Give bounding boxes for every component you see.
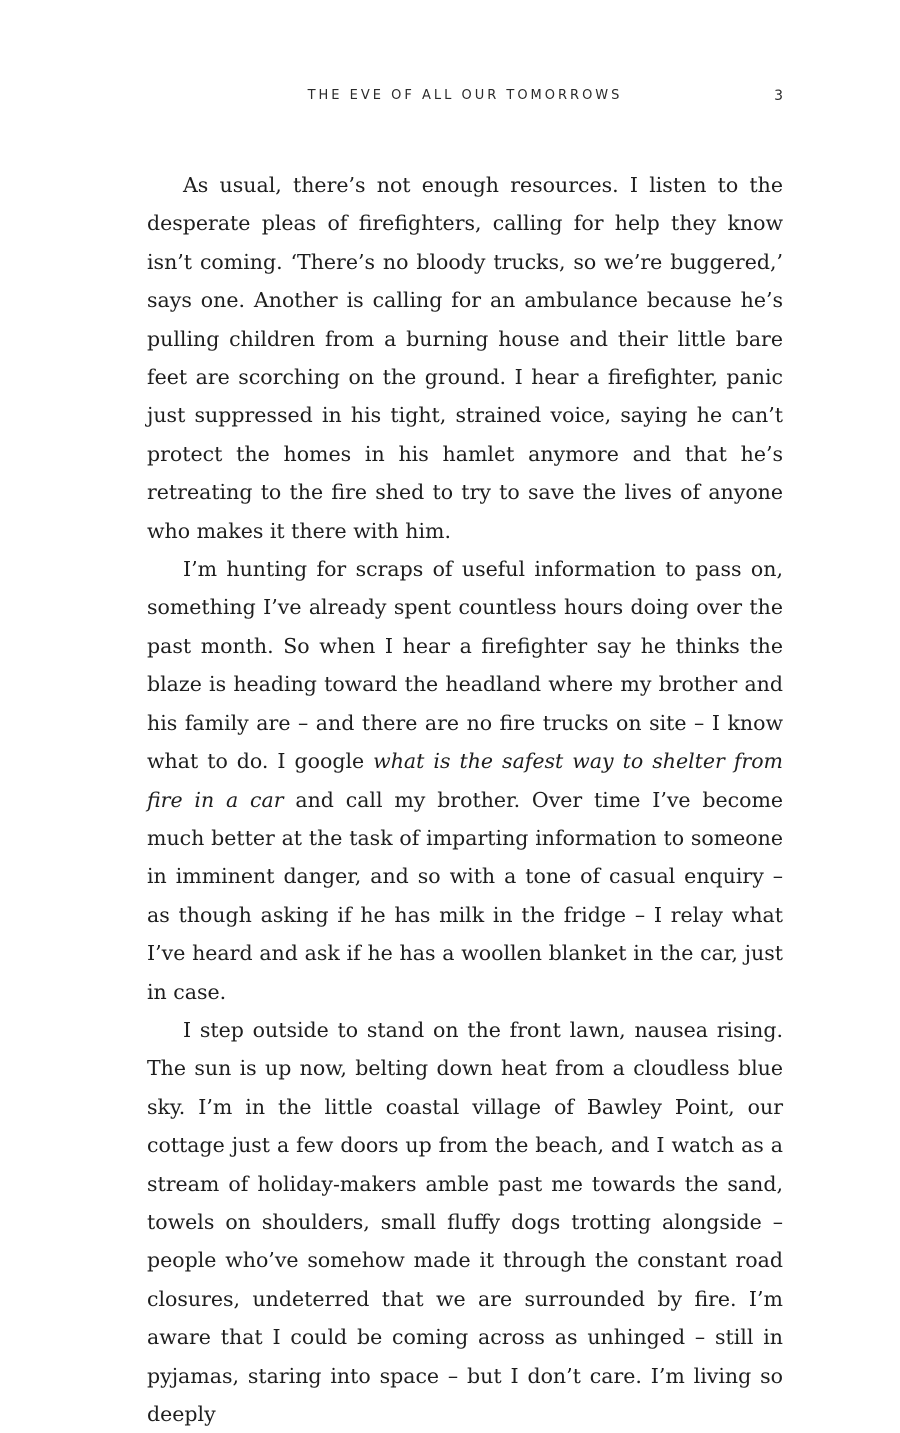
body-text (147, 166, 783, 1433)
paragraph-3: I step outside to stand on the front lawn, nausea rising. The sun is up now, belting down heat from a cloudless blue sky. I’m in the little coastal village of Bawley Point, our cottage just a few doors up from the beach, and I watch as a stream of holiday-makers amble past me towards the sand, towels on shoulders, small fluffy dogs trotting alongside – people who’ve somehow made it through the constant road closures, undeterred that we are surrounded by fire. I’m aware that I could be coming across as unhinged – still in pyjamas, staring into space – but I don’t care. I’m living so deeply (147, 1017, 783, 1426)
running-header (147, 86, 783, 108)
running-title: THE EVE OF ALL OUR TOMORROWS (307, 88, 623, 103)
paragraph-2-after: and call my brother. Over time I’ve become much better at the task of imparting information to someone in imminent danger, and so with a tone of casual enquiry – as though asking if he has milk in the fridge – I relay what I’ve heard and ask if he has a woollen blanket in the car, just in case. (147, 787, 784, 1004)
page-number: 3 (774, 88, 783, 104)
paragraph-2 (147, 550, 783, 1011)
paragraph-2-italic-query: what is the safest way to shelter from fire in a car (147, 749, 783, 812)
paragraph-2-before: I’m hunting for scraps of useful information to pass on, something I’ve already spent countless hours doing over the past month. So when I hear a firefighter say he thinks the blaze is heading toward the headland where my brother and his family are – and there are no fire trucks on site – I know what to do. I google (147, 557, 783, 774)
paragraph-1: As usual, there’s not enough resources. I listen to the desperate pleas of firefighters, calling for help they know isn’t coming. ‘There’s no bloody trucks, so we’re buggered,’ says one. Another is calling for an ambulance because he’s pulling children from a burning house and their little bare feet are scorching on the ground. I hear a firefighter, panic just suppressed in his tight, strained voice, saying he can’t protect the homes in his hamlet anymore and that he’s retreating to the fire shed to try to save the lives of anyone who makes it there with him. (147, 173, 783, 543)
